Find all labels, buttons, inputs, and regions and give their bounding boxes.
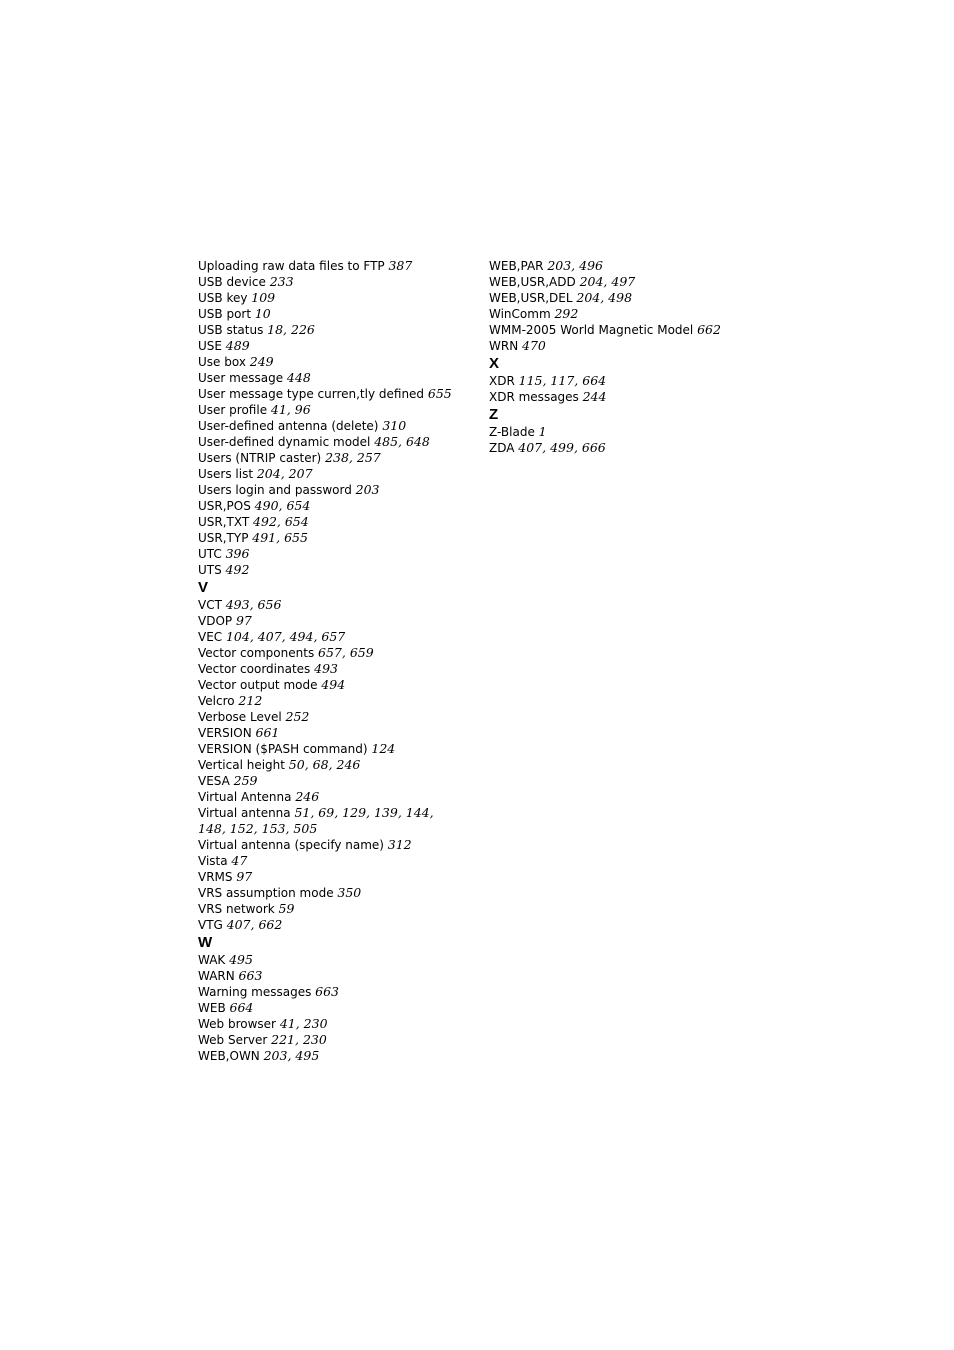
index-entry: [198, 613, 478, 629]
index-entry: [489, 274, 789, 290]
index-term: VERSION ($PASH command): [198, 742, 372, 756]
index-term: USR,TYP: [198, 531, 253, 545]
index-entry: [198, 805, 478, 821]
index-page-refs: 350: [337, 885, 362, 900]
index-term: WEB,USR,ADD: [489, 275, 580, 289]
index-page-refs: 203, 496: [547, 258, 603, 273]
index-term: WEB,OWN: [198, 1049, 264, 1063]
index-entry: [198, 645, 478, 661]
index-term: Users login and password: [198, 483, 356, 497]
index-term: User message type curren,tly defined: [198, 387, 428, 401]
index-page-refs: 249: [249, 354, 274, 369]
index-entry: [198, 322, 478, 338]
index-term: User-defined antenna (delete): [198, 419, 383, 433]
index-term: WAK: [198, 953, 230, 967]
index-letter-heading: V: [198, 579, 209, 596]
index-term: Z-Blade: [489, 425, 539, 439]
index-term: WinComm: [489, 307, 555, 321]
index-page-refs: 59: [278, 901, 295, 916]
index-page-refs: 221, 230: [271, 1032, 327, 1047]
index-page-refs: 407, 499, 666: [518, 440, 606, 455]
index-page-refs: 387: [388, 258, 413, 273]
index-page-refs: 492, 654: [253, 514, 309, 529]
index-entry: [198, 306, 478, 322]
index-term: XDR messages: [489, 390, 583, 404]
index-entry: [198, 968, 478, 984]
index-term: WARN: [198, 969, 239, 983]
index-page-refs: 492: [225, 562, 250, 577]
index-term: USR,TXT: [198, 515, 254, 529]
index-page-refs: 312: [387, 837, 412, 852]
index-entry: [198, 354, 478, 370]
index-term: VDOP: [198, 614, 236, 628]
index-term: Vertical height: [198, 758, 289, 772]
index-entry: [489, 440, 789, 456]
index-page-refs: 655: [427, 386, 452, 401]
index-entry: [198, 386, 478, 402]
index-entry: [489, 322, 789, 338]
index-term: XDR: [489, 374, 519, 388]
index-page-refs: 97: [236, 869, 253, 884]
index-term: USB device: [198, 275, 270, 289]
index-entry: [198, 482, 478, 498]
index-column-right: [489, 258, 789, 456]
index-page-refs: 10: [254, 306, 271, 321]
index-term: USR,POS: [198, 499, 255, 513]
index-term: USB key: [198, 291, 252, 305]
index-entry: [198, 450, 478, 466]
index-entry: [198, 290, 478, 306]
index-term: Velcro: [198, 694, 239, 708]
index-page-refs: 238, 257: [325, 450, 381, 465]
index-entry: [198, 853, 478, 869]
index-entry: [198, 258, 478, 274]
index-page-refs: 233: [269, 274, 294, 289]
index-page-refs: 493: [314, 661, 338, 676]
index-entry: [198, 885, 478, 901]
index-page-refs: 212: [238, 693, 263, 708]
index-entry: [489, 424, 789, 440]
index-page-refs: 662: [697, 322, 721, 337]
index-page-refs: 259: [233, 773, 258, 788]
index-entry: [198, 984, 478, 1000]
index-term: Warning messages: [198, 985, 316, 999]
index-entry: [198, 597, 478, 613]
index-page-refs: 252: [285, 709, 310, 724]
index-entry: [198, 1048, 478, 1064]
index-term: Virtual Antenna: [198, 790, 296, 804]
index-page-refs: 657, 659: [318, 645, 374, 660]
index-entry: [198, 677, 478, 693]
index-term: VTG: [198, 918, 227, 932]
index-term: User message: [198, 371, 287, 385]
index-entry: [198, 869, 478, 885]
index-term: VRS assumption mode: [198, 886, 338, 900]
index-page-refs: 244: [582, 389, 607, 404]
index-entry: [198, 274, 478, 290]
index-entry: [489, 290, 789, 306]
index-term: Users list: [198, 467, 257, 481]
index-term: VEC: [198, 630, 226, 644]
index-term: VRMS: [198, 870, 237, 884]
index-entry: [198, 917, 478, 933]
index-page-refs: 491, 655: [252, 530, 308, 545]
index-page-refs: 148, 152, 153, 505: [198, 821, 318, 836]
index-page-refs: 41, 96: [270, 402, 311, 417]
index-term: Vector components: [198, 646, 319, 660]
index-page-refs: 204, 498: [576, 290, 633, 305]
index-entry: [198, 562, 478, 578]
index-entry: [198, 693, 478, 709]
index-term: Vista: [198, 854, 232, 868]
index-page-refs: 203, 495: [263, 1048, 320, 1063]
index-term: Uploading raw data files to FTP: [198, 259, 389, 273]
index-letter-heading: X: [489, 355, 500, 372]
index-page-refs: 204, 497: [579, 274, 636, 289]
index-term: User-defined dynamic model: [198, 435, 375, 449]
index-entry: [198, 530, 478, 546]
index-term: WMM-2005 World Magnetic Model: [489, 323, 698, 337]
index-entry: [198, 514, 478, 530]
index-entry: [198, 709, 478, 725]
index-page-refs: 396: [225, 546, 250, 561]
index-page-refs: 407, 662: [226, 917, 283, 932]
index-page-refs: 494: [321, 677, 346, 692]
index-term: WEB: [198, 1001, 230, 1015]
index-page-refs: 664: [229, 1000, 254, 1015]
index-term: VESA: [198, 774, 234, 788]
index-term: Virtual antenna: [198, 806, 295, 820]
index-entry: [198, 629, 478, 645]
index-entry: [489, 258, 789, 274]
index-term: WEB,USR,DEL: [489, 291, 577, 305]
index-term: VRS network: [198, 902, 279, 916]
index-page-refs: 246: [295, 789, 320, 804]
index-entry: [198, 1016, 478, 1032]
index-page-refs: 470: [522, 338, 546, 353]
index-letter-heading: W: [198, 934, 213, 951]
index-entry: [198, 741, 478, 757]
index-entry: [198, 757, 478, 773]
index-term: Web Server: [198, 1033, 272, 1047]
index-column-left: [198, 258, 478, 1064]
index-term: Verbose Level: [198, 710, 286, 724]
index-term: UTS: [198, 563, 226, 577]
index-entry: [198, 901, 478, 917]
index-page-refs: 41, 230: [279, 1016, 328, 1031]
index-entry: [198, 773, 478, 789]
index-page-refs: 310: [382, 418, 407, 433]
index-page-refs: 124: [371, 741, 396, 756]
index-page-refs: 104, 407, 494, 657: [225, 629, 346, 644]
index-entry: [198, 725, 478, 741]
index-term: Virtual antenna (specify name): [198, 838, 388, 852]
index-entry: [198, 952, 478, 968]
index-page-refs: 663: [315, 984, 340, 999]
index-page-refs: 493, 656: [225, 597, 282, 612]
index-page-refs: 1: [538, 424, 547, 439]
index-entry: [198, 466, 478, 482]
index-entry: [198, 402, 478, 418]
index-page-refs: 490, 654: [254, 498, 311, 513]
index-term: WRN: [489, 339, 522, 353]
index-entry: [198, 789, 478, 805]
index-page-refs: 292: [554, 306, 579, 321]
index-entry: [489, 306, 789, 322]
index-term: WEB,PAR: [489, 259, 548, 273]
index-term: VCT: [198, 598, 226, 612]
index-page-refs: 115, 117, 664: [518, 373, 607, 388]
index-entry: [489, 389, 789, 405]
index-page-refs: 204, 207: [256, 466, 313, 481]
index-page-refs: 485, 648: [374, 434, 430, 449]
index-page-refs: 495: [229, 952, 253, 967]
index-letter-heading: Z: [489, 406, 499, 423]
index-page-refs: 97: [235, 613, 252, 628]
index-page-refs: 18, 226: [267, 322, 315, 337]
index-entry: [198, 546, 478, 562]
index-page-refs: 51, 69, 129, 139, 144,: [294, 805, 434, 820]
index-entry: [489, 338, 789, 354]
index-term: USE: [198, 339, 226, 353]
index-entry: [198, 418, 478, 434]
index-term: Use box: [198, 355, 250, 369]
index-page-refs: 489: [225, 338, 250, 353]
index-entry: [198, 498, 478, 514]
index-page-refs: 663: [238, 968, 263, 983]
index-term: Vector coordinates: [198, 662, 315, 676]
index-term: Users (NTRIP caster): [198, 451, 326, 465]
index-page-refs: 50, 68, 246: [288, 757, 361, 772]
index-entry: [198, 821, 478, 837]
index-entry: [198, 370, 478, 386]
index-page-refs: 109: [251, 290, 276, 305]
index-entry: [198, 338, 478, 354]
index-entry: [198, 837, 478, 853]
index-entry: [198, 1000, 478, 1016]
index-term: Web browser: [198, 1017, 280, 1031]
index-entry: [198, 1032, 478, 1048]
index-term: Vector output mode: [198, 678, 322, 692]
index-page-refs: 203: [355, 482, 380, 497]
index-entry: [198, 434, 478, 450]
index-term: USB port: [198, 307, 255, 321]
index-term: USB status: [198, 323, 268, 337]
index-term: UTC: [198, 547, 226, 561]
index-term: User profile: [198, 403, 271, 417]
index-page-refs: 661: [255, 725, 280, 740]
index-page-refs: 47: [231, 853, 248, 868]
index-entry: [198, 661, 478, 677]
index-entry: [489, 373, 789, 389]
index-page-refs: 448: [286, 370, 311, 385]
index-term: ZDA: [489, 441, 519, 455]
index-term: VERSION: [198, 726, 256, 740]
